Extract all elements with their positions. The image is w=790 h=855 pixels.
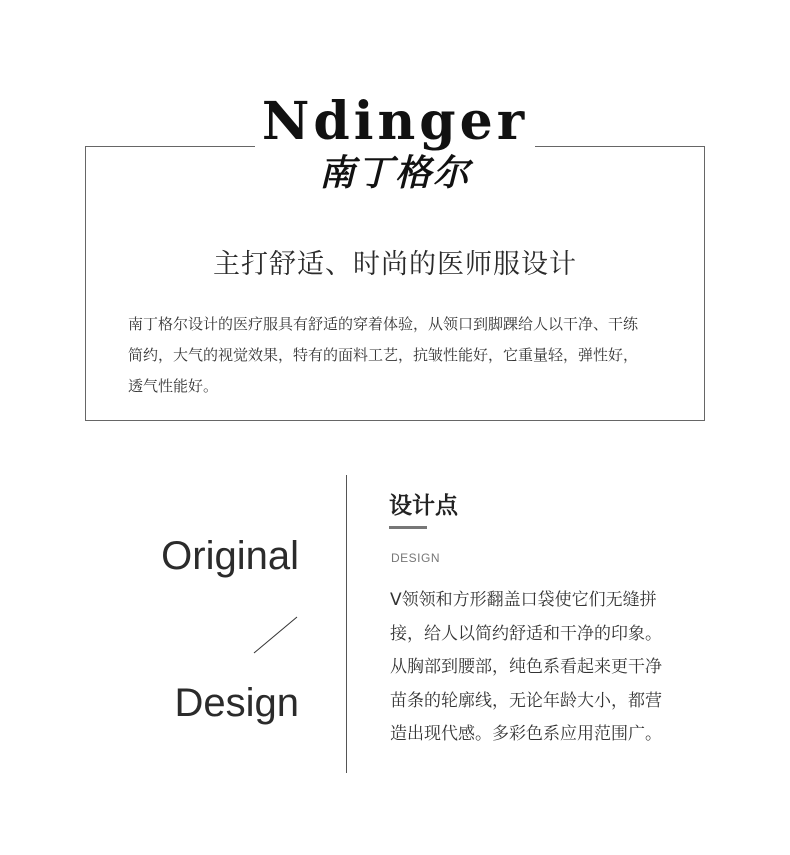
brand-name-en: Ndinger	[261, 91, 529, 152]
intro-headline: 主打舒适、时尚的医师服设计	[213, 249, 577, 280]
design-line: 从胸部到腰部，纯色系看起来更干净	[390, 657, 662, 677]
intro-line: 南丁格尔设计的医疗服具有舒适的穿着体验，从领口到脚踝给人以干净、干练	[128, 315, 639, 333]
design-heading: Design	[174, 681, 299, 725]
intro-line: 透气性能好。	[128, 377, 219, 395]
vertical-divider	[346, 475, 347, 773]
title-underline	[389, 526, 427, 529]
slash-divider	[250, 614, 300, 656]
design-line: 接，给人以简约舒适和干净的印象。	[390, 623, 662, 644]
design-line: 苗条的轮廓线，无论年龄大小，都营	[390, 690, 662, 711]
intro-line: 简约，大气的视觉效果，特有的面料工艺，抗皱性能好，它重量轻，弹性好，	[128, 346, 639, 364]
original-heading: Original	[161, 534, 299, 578]
brand-name-cn: 南丁格尔	[318, 153, 471, 194]
design-point-title: 设计点	[389, 493, 458, 519]
design-line: 造出现代感。多彩色系应用范围广。	[390, 724, 662, 744]
design-line: V领领和方形翻盖口袋使它们无缝拼	[390, 590, 657, 610]
design-point-subtitle: DESIGN	[391, 551, 441, 565]
intro-paragraph	[128, 309, 678, 402]
design-point-paragraph	[390, 584, 700, 752]
brand-logo	[255, 92, 535, 204]
